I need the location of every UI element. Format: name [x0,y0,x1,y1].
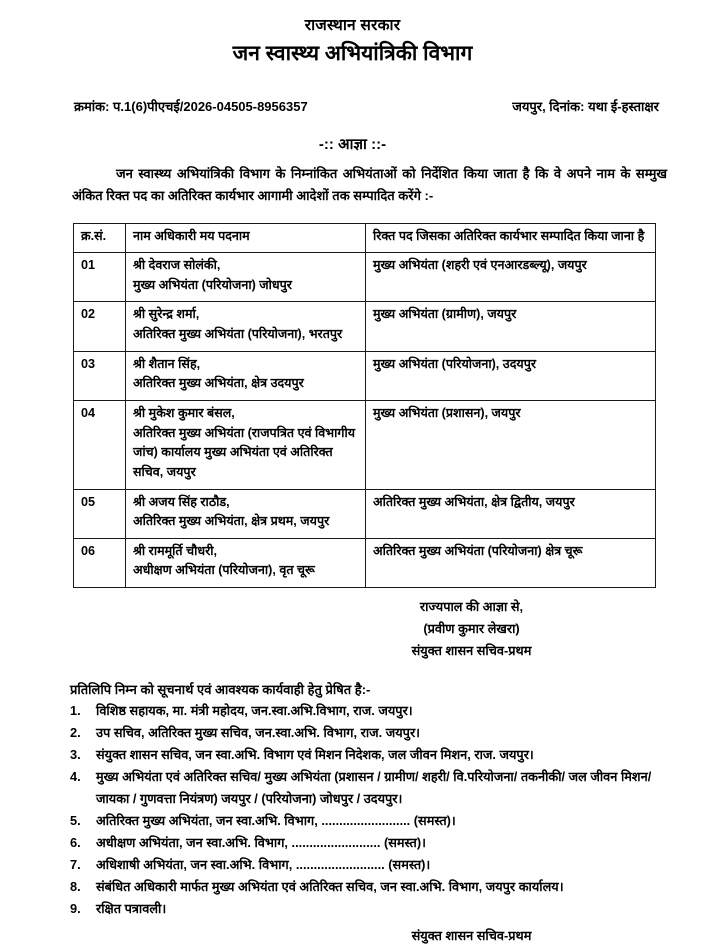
table-row [74,302,656,351]
officer-designation-line: मुख्य अभियंता (परियोजना) जोधपुर [133,277,292,292]
cell-vacant-post: मुख्य अभियंता (परियोजना), उदयपुर [366,351,656,400]
officer-designation-line: अतिरिक्त मुख्य अभियंता (राजपत्रित एवं विभागीय [133,425,356,440]
signatory-name: (प्रवीण कुमार लेखरा) [423,621,520,637]
cell-serial-number: 02 [74,302,126,351]
list-item-number: 4. [70,769,81,785]
officer-designation-line: सचिव, जयपुर [133,464,196,479]
officer-name-line: श्री राममूर्ति चौधरी, [133,543,218,558]
department-name: जन स्वास्थ्य अभियांत्रिकी विभाग [232,42,473,66]
reference-row [0,97,705,115]
list-item [70,832,671,854]
cell-vacant-post: मुख्य अभियंता (शहरी एवं एनआरडब्ल्यू), जयपुर [366,253,656,302]
table-row [74,538,656,587]
table-row [74,351,656,400]
order-intro-paragraph: जन स्वास्थ्य अभियांत्रिकी विभाग के निम्नांकित अभियंताओं को निर्देशित किया जाता है कि वे अपने नाम के सम्मुख अंकित रिक्त पद का अतिरिक्त कार्यभार आगामी आदेशों तक सम्पादित करेंगे :- [72,165,667,204]
officer-designation-line: अतिरिक्त मुख्य अभियंता, क्षेत्र प्रथम, जयपुर [133,514,330,529]
list-item [70,744,671,766]
list-item-number: 9. [70,901,81,917]
list-item-number: 7. [70,857,81,873]
list-item-text: उप सचिव, अतिरिक्त मुख्य सचिव, जन.स्वा.अभि. विभाग, राज. जयपुर। [96,725,421,741]
distribution-heading: प्रतिलिपि निम्न को सूचनार्थ एवं आवश्यक कार्यवाही हेतु प्रेषित है:- [70,682,371,698]
list-item [70,700,671,722]
order-title: -:: आज्ञा ::- [318,135,387,153]
reference-number: क्रमांक: प.1(6)पीएचई/2026-04505-8956357 [74,98,308,114]
signature-block [0,596,705,662]
list-item-number: 1. [70,703,81,719]
cell-serial-number: 04 [74,401,126,490]
table-header-row [74,223,656,253]
officers-table [73,223,656,589]
list-item-text: अधिशाषी अभियंता, जन स्वा.अभि. विभाग, ......................... (समस्त)। [96,857,431,873]
cell-serial-number: 01 [74,253,126,302]
cell-officer-name [126,253,366,302]
cell-serial-number: 03 [74,351,126,400]
cell-serial-number: 05 [74,489,126,538]
government-name: राजस्थान सरकार [304,17,401,34]
cell-officer-name [126,302,366,351]
cell-officer-name [126,401,366,490]
officer-designation-line: अतिरिक्त मुख्य अभियंता (परियोजना), भरतपुर [133,327,343,342]
place-and-date: जयपुर, दिनांक: यथा ई-हस्ताक्षर [512,98,659,114]
list-item-number: 5. [70,813,81,829]
cell-vacant-post: अतिरिक्त मुख्य अभियंता (परियोजना) क्षेत्र चूरू [366,538,656,587]
officer-designation-line: जांच) कार्यालय मुख्य अभियंता एवं अतिरिक्त [133,445,333,460]
list-item-number: 8. [70,879,81,895]
table-row [74,253,656,302]
cell-officer-name [126,351,366,400]
list-item [70,766,671,810]
cell-vacant-post: मुख्य अभियंता (प्रशासन), जयपुर [366,401,656,490]
officer-name-line: श्री शैतान सिंह, [133,356,201,371]
list-item [70,810,671,832]
cell-officer-name [126,489,366,538]
officer-designation-line: अतिरिक्त मुख्य अभियंता, क्षेत्र उदयपुर [133,376,304,391]
list-item-number: 2. [70,725,81,741]
list-item [70,898,671,920]
list-item [70,876,671,898]
list-item-text: मुख्य अभियंता एवं अतिरिक्त सचिव/ मुख्य अभियंता (प्रशासन / ग्रामीण/ शहरी/ वि.परियोजना/ तकनीकी/ जल जीवन मिशन/ जायका / गुणवत्ता नियंत्रण) जयपुर / (परियोजना) जोधपुर / उदयपुर। [96,769,652,807]
list-item-text: रक्षित पत्रावली। [96,901,167,917]
table-row [74,489,656,538]
officer-name-line: श्री देवराज सोलंकी, [133,258,221,273]
list-item-text: अतिरिक्त मुख्य अभियंता, जन स्वा.अभि. विभाग, ......................... (समस्त)। [96,813,456,829]
officer-name-line: श्री अजय सिंह राठौड, [133,494,230,509]
header-officer-name: नाम अधिकारी मय पदनाम [126,223,366,253]
header-serial-number: क्र.सं. [74,223,126,253]
cell-vacant-post: अतिरिक्त मुख्य अभियंता, क्षेत्र द्वितीय, जयपुर [366,489,656,538]
by-order-of-governor: राज्यपाल की आज्ञा से, [419,599,524,615]
list-item [70,722,671,744]
officer-designation-line: अधीक्षण अभियंता (परियोजना), वृत चूरू [133,563,315,578]
distribution-list [70,700,671,920]
cell-serial-number: 06 [74,538,126,587]
officer-name-line: श्री मुकेश कुमार बंसल, [133,406,235,420]
footer-signatory-designation: संयुक्त शासन सचिव-प्रथम [411,928,532,944]
officer-name-line: श्री सुरेन्द्र शर्मा, [133,307,200,322]
document-header [0,0,705,71]
list-item [70,854,671,876]
signatory-designation: संयुक्त शासन सचिव-प्रथम [411,643,532,659]
list-item-text: संयुक्त शासन सचिव, जन स्वा.अभि. विभाग एवं मिशन निदेशक, जल जीवन मिशन, राज. जयपुर। [96,747,534,763]
header-vacant-post: रिक्त पद जिसका अतिरिक्त कार्यभार सम्पादित किया जाना है [366,223,656,253]
list-item-text: विशिष्ठ सहायक, मा. मंत्री महोदय, जन.स्वा.अभि.विभाग, राज. जयपुर। [96,703,413,719]
list-item-number: 6. [70,835,81,851]
list-item-text: संबंधित अधिकारी मार्फत मुख्य अभियंता एवं अतिरिक्त सचिव, जन स्वा.अभि. विभाग, जयपुर कार्यालय। [96,879,564,895]
list-item-number: 3. [70,747,81,763]
list-item-text: अधीक्षण अभियंता, जन स्वा.अभि. विभाग, ......................... (समस्त)। [96,835,426,851]
table-row [74,401,656,490]
cell-vacant-post: मुख्य अभियंता (ग्रामीण), जयपुर [366,302,656,351]
cell-officer-name [126,538,366,587]
